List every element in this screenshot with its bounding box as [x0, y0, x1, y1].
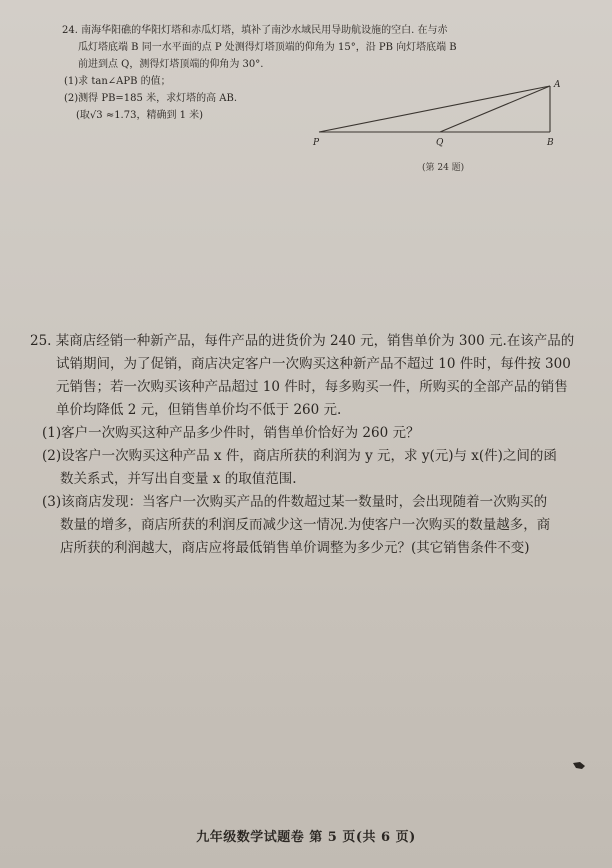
label-b: B [547, 138, 554, 148]
problem-25-line-4: 单价均降低 2 元，但销售单价均不低于 260 元. [56, 402, 342, 418]
problem-25-question-3-line-1: (3)该商店发现：当客户一次购买产品的件数超过某一数量时，会出现随着一次购买的 [42, 494, 548, 510]
problem-24-hint: (取√3 ≈1.73，精确到 1 米) [76, 110, 204, 121]
problem-25-line-2: 试销期间，为了促销，商店决定客户一次购买这种新产品不超过 10 件时，每件按 300 [56, 356, 571, 372]
problem-24-line-1: 24. 南海华阳礁的华阳灯塔和赤瓜灯塔，填补了南沙水域民用导助航设施的空白. 在与赤 [62, 25, 448, 36]
figure-caption: (第 24 题) [422, 163, 465, 173]
problem-25-line-1: 25. 某商店经销一种新产品，每件产品的进货价为 240 元，销售单价为 300 元.在该产品的 [30, 333, 575, 349]
pen-mark [572, 760, 586, 770]
problem-25-question-1: (1)客户一次购买这种产品多少件时，销售单价恰好为 260 元？ [42, 425, 420, 441]
problem-25-question-3-line-3: 店所获的利润越大，商店应将最低销售单价调整为多少元？(其它销售条件不变) [60, 540, 530, 556]
problem-25-question-2-line-2: 数关系式，并写出自变量 x 的取值范围. [60, 471, 297, 487]
problem-25-question-2-line-1: (2)设客户一次购买这种产品 x 件，商店所获的利润为 y 元，求 y(元)与 x(件)之间的函 [42, 448, 557, 464]
problem-25-question-3-line-2: 数量的增多，商店所获的利润反而减少这一情况.为使客户一次购买的数量越多，商 [60, 517, 551, 533]
segment-qa [440, 86, 550, 132]
problem-25-line-3: 元销售；若一次购买该种产品超过 10 件时，每多购买一件，所购买的全部产品的销售 [56, 379, 568, 395]
problem-25 [30, 330, 600, 560]
label-p: P [313, 138, 320, 148]
problem-24-line-2: 瓜灯塔底端 B 同一水平面的点 P 处测得灯塔顶端的仰角为 15°，沿 PB 向灯塔底端 B [78, 42, 457, 53]
page-footer: 九年级数学试题卷 第 5 页(共 6 页) [196, 830, 416, 845]
segment-pa [319, 86, 550, 132]
label-a: A [554, 80, 561, 90]
label-q: Q [436, 138, 444, 148]
problem-24-question-1: (1)求 tan∠APB 的值； [64, 76, 171, 87]
problem-24-question-2: (2)测得 PB=185 米，求灯塔的高 AB. [64, 93, 237, 104]
problem-24-line-3: 前进到点 Q，测得灯塔顶端的仰角为 30°. [78, 59, 264, 70]
